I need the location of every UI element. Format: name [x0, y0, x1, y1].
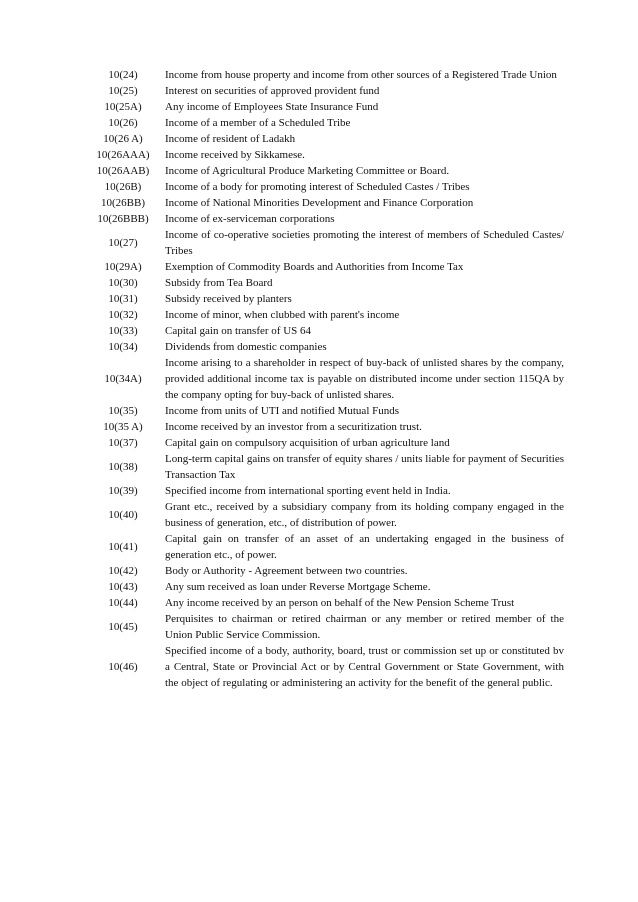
table-row [84, 179, 564, 195]
section-number: 10(45) [108, 621, 138, 633]
table-row [84, 83, 564, 99]
table-row [84, 163, 564, 179]
section-description: Any sum received as loan under Reverse Mortgage Scheme. [165, 581, 431, 593]
section-number: 10(43) [108, 581, 138, 593]
table-row [84, 211, 564, 227]
section-number: 10(46) [108, 661, 138, 673]
section-number: 10(25A) [104, 101, 142, 113]
table-row [84, 531, 564, 563]
table-row [84, 579, 564, 595]
section-number: 10(26 A) [103, 133, 143, 145]
section-description: Income of minor, when clubbed with parent's income [165, 309, 400, 321]
table-row [84, 259, 564, 275]
section-description: Income of a body for promoting interest of Scheduled Castes / Tribes [165, 181, 470, 193]
table-row [84, 195, 564, 211]
section-description: Capital gain on transfer of an asset of an undertaking engaged in the business of generation etc., of power. [165, 533, 564, 561]
section-number: 10(40) [108, 509, 138, 521]
section-number: 10(33) [108, 325, 138, 337]
section-description: Interest on securities of approved provident fund [165, 85, 380, 97]
section-number: 10(26AAB) [96, 165, 150, 177]
section-description: Income of National Minorities Development and Finance Corporation [165, 197, 474, 209]
table-row [84, 99, 564, 115]
table-row [84, 643, 564, 691]
section-number: 10(38) [108, 461, 138, 473]
section-description: Income from units of UTI and notified Mutual Funds [165, 405, 400, 417]
section-description: Income of co-operative societies promoting the interest of members of Scheduled Castes/ Tribes [165, 229, 564, 257]
section-number: 10(24) [108, 69, 138, 81]
section-description: Specified income from international sporting event held in India. [165, 485, 451, 497]
section-number: 10(34A) [104, 373, 142, 385]
section-description: Body or Authority - Agreement between two countries. [165, 565, 408, 577]
section-number: 10(44) [108, 597, 138, 609]
section-description: Income received by Sikkamese. [165, 149, 305, 161]
section-number: 10(26B) [104, 181, 142, 193]
section-description: Dividends from domestic companies [165, 341, 327, 353]
section-number: 10(25) [108, 85, 138, 97]
section-description: Any income of Employees State Insurance Fund [165, 101, 379, 113]
section-number: 10(34) [108, 341, 138, 353]
table-row [84, 435, 564, 451]
table-row [84, 67, 564, 83]
section-number: 10(35 A) [103, 421, 143, 433]
section-description: Income received by an investor from a securitization trust. [165, 421, 422, 433]
table-row [84, 339, 564, 355]
section-description: Specified income of a body, authority, board, trust or commission set up or constituted bv a Central, State or Provincial Act or by Central Government or State Government, with the object of regulating or administering an activity for the benefit of the general public. [165, 645, 564, 689]
section-description: Income from house property and income from other sources of a Registered Trade Union [165, 69, 557, 81]
table-row [84, 291, 564, 307]
section-description: Exemption of Commodity Boards and Authorities from Income Tax [165, 261, 464, 273]
table-row [84, 403, 564, 419]
table-row [84, 563, 564, 579]
section-description: Grant etc., received by a subsidiary company from its holding company engaged in the business of generation, etc., of distribution of power. [165, 501, 564, 529]
section-description: Income arising to a shareholder in respect of buy-back of unlisted shares by the company, provided additional income tax is payable on distributed income under section 115QA by the company opting for buy-back of unlisted shares. [165, 357, 564, 401]
section-number: 10(27) [108, 237, 138, 249]
table-row [84, 499, 564, 531]
section-number: 10(39) [108, 485, 138, 497]
section-number: 10(31) [108, 293, 138, 305]
section-number: 10(30) [108, 277, 138, 289]
exemptions-table [84, 67, 564, 691]
table-row [84, 483, 564, 499]
section-description: Subsidy from Tea Board [165, 277, 273, 289]
section-description: Capital gain on compulsory acquisition of urban agriculture land [165, 437, 450, 449]
table-row [84, 131, 564, 147]
table-row [84, 611, 564, 643]
section-description: Income of resident of Ladakh [165, 133, 296, 145]
table-row [84, 323, 564, 339]
section-description: Income of ex-serviceman corporations [165, 213, 335, 225]
section-number: 10(37) [108, 437, 138, 449]
section-number: 10(29A) [104, 261, 142, 273]
section-number: 10(35) [108, 405, 138, 417]
table-row [84, 419, 564, 435]
table-row [84, 355, 564, 403]
section-number: 10(26AAA) [96, 149, 150, 161]
section-description: Any income received by an person on behalf of the New Pension Scheme Trust [165, 597, 515, 609]
table-row [84, 147, 564, 163]
section-number: 10(26) [108, 117, 138, 129]
section-description: Income of Agricultural Produce Marketing Committee or Board. [165, 165, 450, 177]
section-number: 10(26BBB) [97, 213, 149, 225]
section-number: 10(42) [108, 565, 138, 577]
section-number: 10(32) [108, 309, 138, 321]
table-row [84, 307, 564, 323]
section-description: Capital gain on transfer of US 64 [165, 325, 312, 337]
exemptions-table-body [84, 67, 564, 691]
table-row [84, 275, 564, 291]
table-row [84, 595, 564, 611]
section-number: 10(41) [108, 541, 138, 553]
section-number: 10(26BB) [101, 197, 145, 209]
section-description: Perquisites to chairman or retired chairman or any member or retired member of the Union Public Service Commission. [165, 613, 564, 641]
table-row [84, 451, 564, 483]
section-description: Income of a member of a Scheduled Tribe [165, 117, 351, 129]
section-description: Subsidy received by planters [165, 293, 292, 305]
table-row [84, 115, 564, 131]
table-row [84, 227, 564, 259]
section-description: Long-term capital gains on transfer of equity shares / units liable for payment of Securities Transaction Tax [165, 453, 564, 481]
